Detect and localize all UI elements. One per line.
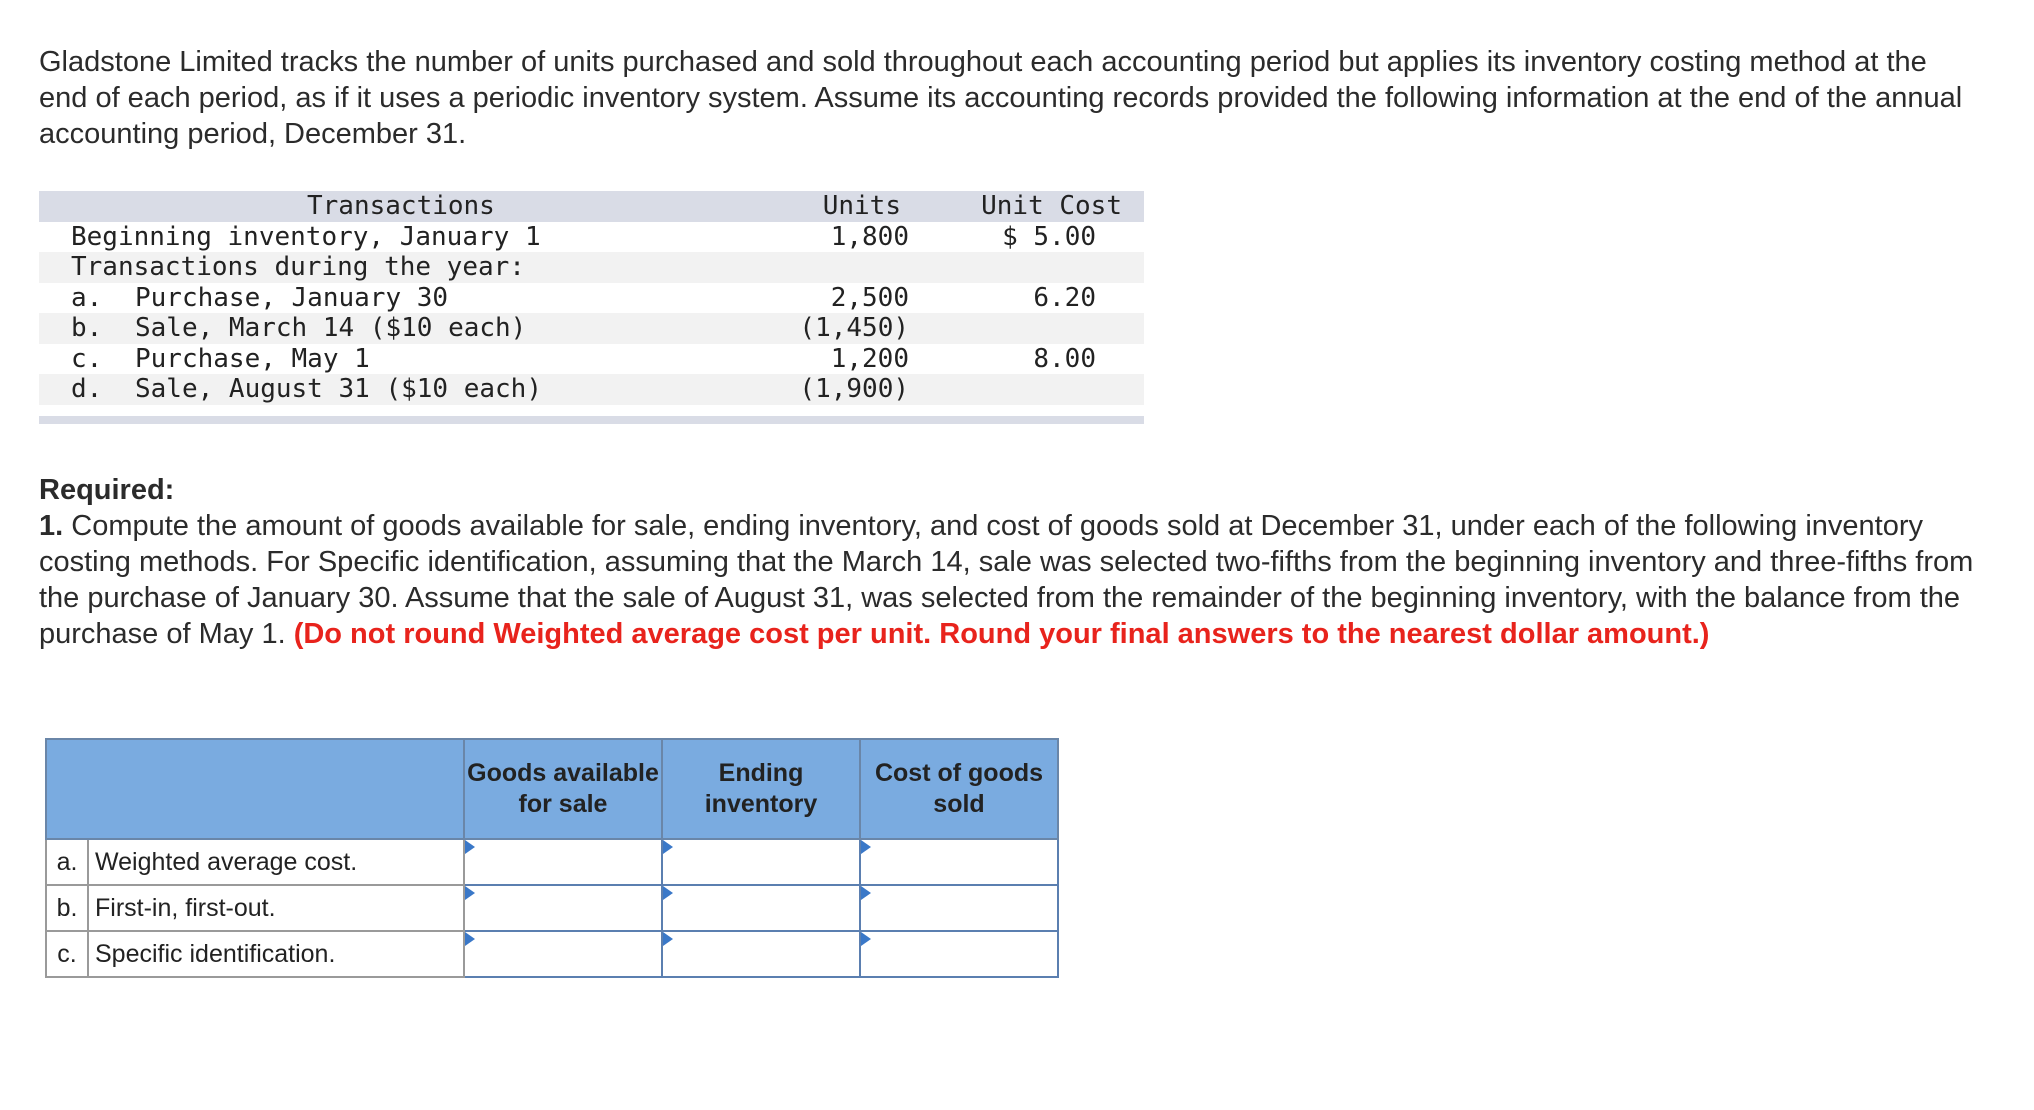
required-section (39, 472, 1999, 652)
ending-inventory-input[interactable] (662, 885, 860, 931)
cost-of-goods-sold-input[interactable] (860, 885, 1058, 931)
answer-grid-header-row (46, 739, 1058, 839)
transaction-row (39, 344, 1144, 375)
transaction-row (39, 374, 1144, 405)
transactions-header-row (39, 191, 1144, 222)
goods-available-input[interactable] (464, 931, 662, 977)
transaction-units: (1,450) (799, 313, 909, 343)
transaction-row (39, 283, 1144, 314)
beginning-inventory-label: Beginning inventory, January 1 (71, 221, 541, 252)
goods-available-input[interactable] (464, 839, 662, 885)
transaction-row (39, 313, 1144, 344)
column-header-ending-inventory: Ending inventory (662, 739, 860, 839)
beginning-inventory-units: 1,800 (830, 221, 909, 252)
input-marker-icon (465, 886, 475, 900)
cost-of-goods-sold-input[interactable] (860, 839, 1058, 885)
beginning-inventory-cost: $ 5.00 (1002, 221, 1096, 252)
header-unit-cost: Unit Cost (981, 191, 1122, 221)
transaction-item: Sale, August 31 ($10 each) (135, 374, 542, 404)
input-marker-icon (663, 932, 673, 946)
cost-of-goods-sold-input[interactable] (860, 931, 1058, 977)
input-marker-icon (663, 840, 673, 854)
goods-available-input[interactable] (464, 885, 662, 931)
ending-inventory-input[interactable] (662, 931, 860, 977)
answer-grid (45, 738, 1059, 978)
transaction-cost: 6.20 (1033, 282, 1096, 313)
column-header-cost-of-goods-sold: Cost of goods sold (860, 739, 1058, 839)
transaction-units: 2,500 (830, 282, 909, 313)
answer-row-specific-identification (46, 931, 1058, 977)
transactions-during-label: Transactions during the year: (71, 252, 525, 282)
rounding-note: (Do not round Weighted average cost per unit. Round your final answers to the nearest dollar amount.) (293, 618, 1710, 650)
input-marker-icon (465, 840, 475, 854)
transaction-cost: 8.00 (1033, 343, 1096, 374)
intro-paragraph: Gladstone Limited tracks the number of units purchased and sold throughout each accounting period but applies its inventory costing method at the end of each period, as if it uses a periodic inventory system. Assume its accounting records provided the following information at the end of the annual accounting period, December 31. (39, 46, 1963, 150)
header-transactions: Transactions (307, 191, 495, 221)
input-marker-icon (861, 932, 871, 946)
transaction-letter: c. (71, 343, 103, 374)
column-header-goods-available: Goods available for sale (464, 739, 662, 839)
transaction-letter: b. (71, 313, 103, 343)
row-label: Specific identification. (88, 931, 464, 977)
requirement-number: 1. (39, 510, 64, 542)
transaction-letter: d. (71, 374, 103, 404)
row-label: Weighted average cost. (88, 839, 464, 885)
requirement-text: Compute the amount of goods available for sale, ending inventory, and cost of goods sold at December 31, under each of the following inventory costing methods. For Specific identification, assuming that the March 14, sale was selected two-fifths from the beginning inventory and three-fifths from the purchase of January 30. Assume that the sale of August 31, was selected from the remainder of the beginning inventory, with the balance from the purchase of May 1. (39, 510, 1974, 650)
transactions-during-row (39, 252, 1144, 283)
required-label: Required: (39, 474, 175, 506)
answer-row-fifo (46, 885, 1058, 931)
transactions-table-footer-bar (39, 416, 1144, 424)
input-marker-icon (861, 840, 871, 854)
transaction-letter: a. (71, 282, 103, 313)
header-units: Units (822, 191, 901, 221)
transactions-table (39, 191, 1144, 405)
row-letter: a. (46, 839, 88, 885)
answer-row-weighted-average (46, 839, 1058, 885)
input-marker-icon (861, 886, 871, 900)
transaction-item: Purchase, May 1 (135, 343, 370, 374)
answer-grid-corner (46, 739, 464, 839)
row-label: First-in, first-out. (88, 885, 464, 931)
input-marker-icon (663, 886, 673, 900)
transaction-item: Sale, March 14 ($10 each) (135, 313, 527, 343)
row-letter: c. (46, 931, 88, 977)
beginning-inventory-row (39, 222, 1144, 253)
row-letter: b. (46, 885, 88, 931)
transaction-units: 1,200 (830, 343, 909, 374)
transaction-units: (1,900) (799, 374, 909, 404)
transaction-item: Purchase, January 30 (135, 282, 449, 313)
ending-inventory-input[interactable] (662, 839, 860, 885)
input-marker-icon (465, 932, 475, 946)
